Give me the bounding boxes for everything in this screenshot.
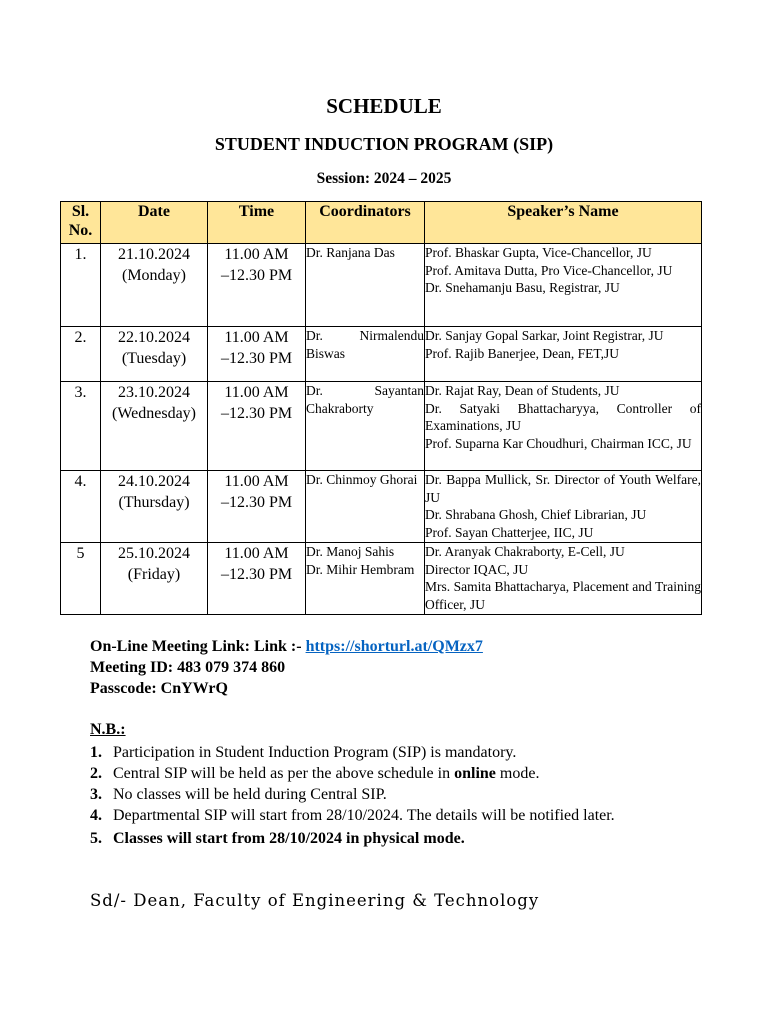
time-start: 11.00 AM bbox=[224, 246, 289, 263]
date-value: 23.10.2024 bbox=[118, 384, 190, 401]
speaker-name: Prof. Suparna Kar Choudhuri, Chairman ICC, JU bbox=[425, 435, 692, 451]
speaker-name: Prof. Amitava Dutta, Pro Vice-Chancellor, JU bbox=[425, 262, 673, 278]
speaker-name: Dr. Sanjay Gopal Sarkar, Joint Registrar, JU bbox=[425, 328, 664, 343]
cell-date bbox=[101, 543, 208, 615]
speaker-name: Mrs. Samita Bhattacharya, Placement and Training Officer, JU bbox=[425, 579, 701, 612]
list-item-number: 2. bbox=[90, 765, 102, 782]
speaker-name: Dr. Bappa Mullick, Sr. Director of Youth Welfare, JU bbox=[425, 472, 701, 505]
cell-speakers bbox=[425, 471, 702, 543]
day-value: (Friday) bbox=[127, 566, 181, 583]
list-item-text: Classes will start from 28/10/2024 in physical mode. bbox=[113, 830, 465, 847]
time-end: –12.30 PM bbox=[220, 494, 293, 511]
list-item-number: 5. bbox=[90, 830, 102, 847]
speaker-name: Dr. Snehamanju Basu, Registrar, JU bbox=[425, 280, 620, 295]
time-end: –12.30 PM bbox=[220, 267, 293, 284]
speaker-name: Prof. Rajib Banerjee, Dean, FET,JU bbox=[425, 345, 619, 361]
table-header-row bbox=[61, 202, 702, 244]
list-item-text: mode. bbox=[495, 765, 540, 782]
list-item-number: 4. bbox=[90, 807, 102, 824]
cell-time bbox=[208, 327, 306, 382]
day-value: (Monday) bbox=[122, 267, 186, 284]
schedule-table bbox=[60, 201, 702, 615]
page-title: SCHEDULE bbox=[326, 94, 442, 118]
table-row bbox=[61, 327, 702, 382]
date-value: 24.10.2024 bbox=[118, 473, 190, 490]
coordinator-name: Dr. Nirmalendu Biswas bbox=[306, 328, 424, 361]
list-item-text: No classes will be held during Central SIP. bbox=[113, 786, 387, 803]
cell-coordinators bbox=[306, 543, 425, 615]
time-start: 11.00 AM bbox=[224, 329, 289, 346]
speaker-name: Prof. Sayan Chatterjee, IIC, JU bbox=[425, 524, 594, 540]
col-header-coordinators: Coordinators bbox=[306, 202, 425, 244]
signature: Sd/- Dean, Faculty of Engineering & Technology bbox=[90, 891, 540, 910]
coordinator-name: Dr. Sayantan Chakraborty bbox=[306, 383, 424, 416]
list-item bbox=[90, 742, 650, 763]
cell-coordinators bbox=[306, 244, 425, 327]
day-value: (Tuesday) bbox=[121, 350, 187, 367]
cell-coordinators bbox=[306, 327, 425, 382]
time-start: 11.00 AM bbox=[224, 473, 289, 490]
date-value: 21.10.2024 bbox=[118, 246, 190, 263]
col-header-date: Date bbox=[101, 202, 208, 244]
meeting-link[interactable]: https://shorturl.at/QMzx7 bbox=[305, 638, 483, 655]
list-item-emphasis: online bbox=[454, 765, 496, 782]
table-row bbox=[61, 543, 702, 615]
date-value: 25.10.2024 bbox=[118, 545, 190, 562]
coordinator-name: Dr. Ranjana Das bbox=[306, 245, 395, 260]
meeting-id: Meeting ID: 483 079 374 860 bbox=[90, 659, 286, 676]
list-item bbox=[90, 784, 650, 805]
time-start: 11.00 AM bbox=[224, 384, 289, 401]
cell-time bbox=[208, 471, 306, 543]
speaker-name: Prof. Bhaskar Gupta, Vice-Chancellor, JU bbox=[425, 245, 652, 260]
list-item-number: 3. bbox=[90, 786, 102, 803]
col-header-time: Time bbox=[208, 202, 306, 244]
speaker-name: Director IQAC, JU bbox=[425, 561, 529, 577]
cell-date bbox=[101, 244, 208, 327]
coordinator-name: Dr. Chinmoy Ghorai bbox=[306, 472, 418, 487]
list-item bbox=[90, 828, 650, 849]
day-value: (Wednesday) bbox=[111, 405, 196, 422]
notes-list bbox=[90, 742, 650, 849]
cell-date bbox=[101, 471, 208, 543]
meeting-link-line bbox=[90, 636, 483, 657]
cell-time bbox=[208, 244, 306, 327]
coordinator-name: Dr. Manoj Sahis bbox=[306, 544, 395, 559]
list-item-number: 1. bbox=[90, 744, 102, 761]
session-label: Session: 2024 – 2025 bbox=[316, 170, 452, 187]
cell-sl: 1. bbox=[61, 244, 101, 327]
list-item bbox=[90, 805, 650, 826]
table-row bbox=[61, 244, 702, 327]
cell-date bbox=[101, 382, 208, 471]
meeting-passcode: Passcode: CnYWrQ bbox=[90, 680, 228, 697]
cell-speakers bbox=[425, 543, 702, 615]
cell-coordinators bbox=[306, 382, 425, 471]
program-subtitle: STUDENT INDUCTION PROGRAM (SIP) bbox=[214, 134, 554, 154]
cell-speakers bbox=[425, 327, 702, 382]
list-item-text: Central SIP will be held as per the above schedule in bbox=[113, 765, 455, 782]
list-item-text: Departmental SIP will start from 28/10/2024. The details will be notified later. bbox=[113, 807, 615, 824]
speaker-name: Dr. Satyaki Bhattacharyya, Controller of Examinations, JU bbox=[425, 400, 701, 433]
cell-coordinators bbox=[306, 471, 425, 543]
cell-speakers bbox=[425, 382, 702, 471]
speaker-name: Dr. Aranyak Chakraborty, E-Cell, JU bbox=[425, 544, 625, 559]
coordinator-name: Dr. Mihir Hembram bbox=[306, 561, 415, 577]
col-header-sl: Sl. No. bbox=[61, 202, 101, 244]
cell-speakers bbox=[425, 244, 702, 327]
table-row bbox=[61, 382, 702, 471]
speaker-name: Dr. Shrabana Ghosh, Chief Librarian, JU bbox=[425, 507, 647, 522]
meeting-link-label: On-Line Meeting Link: Link :- bbox=[90, 638, 306, 655]
cell-sl: 4. bbox=[61, 471, 101, 543]
table-row bbox=[61, 471, 702, 543]
cell-date bbox=[101, 327, 208, 382]
speaker-name: Dr. Rajat Ray, Dean of Students, JU bbox=[425, 383, 620, 398]
date-value: 22.10.2024 bbox=[118, 329, 190, 346]
list-item bbox=[90, 763, 650, 784]
time-end: –12.30 PM bbox=[220, 405, 293, 422]
cell-time bbox=[208, 543, 306, 615]
col-header-speakers: Speaker’s Name bbox=[425, 202, 702, 244]
time-end: –12.30 PM bbox=[220, 566, 293, 583]
list-item-text: Participation in Student Induction Program (SIP) is mandatory. bbox=[113, 744, 517, 761]
cell-time bbox=[208, 382, 306, 471]
time-end: –12.30 PM bbox=[220, 350, 293, 367]
day-value: (Thursday) bbox=[118, 494, 190, 511]
notes-heading: N.B.: bbox=[90, 721, 126, 738]
time-start: 11.00 AM bbox=[224, 545, 289, 562]
cell-sl: 2. bbox=[61, 327, 101, 382]
cell-sl: 5 bbox=[61, 543, 101, 615]
cell-sl: 3. bbox=[61, 382, 101, 471]
